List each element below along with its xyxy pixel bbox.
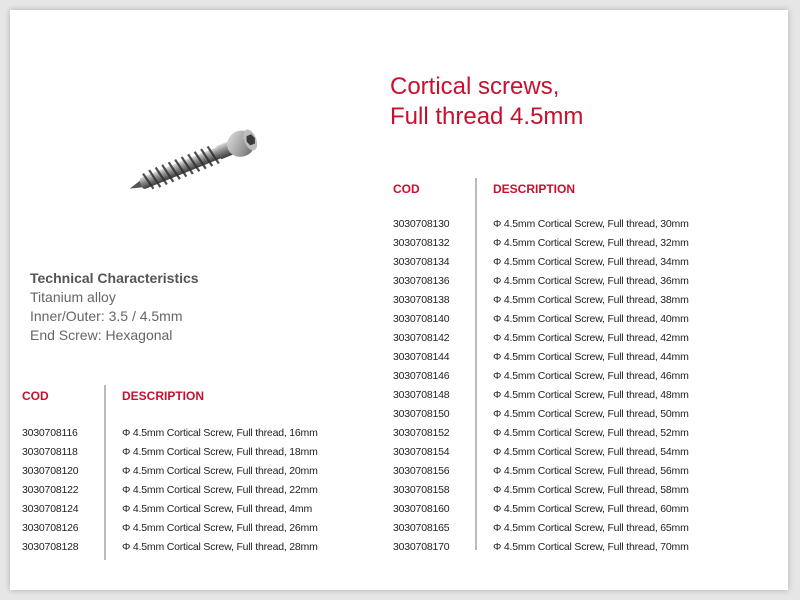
table-row bbox=[393, 424, 753, 443]
technical-heading: Technical Characteristics bbox=[30, 270, 199, 286]
table-row bbox=[393, 481, 753, 500]
table-row bbox=[393, 234, 753, 253]
product-code: 3030708130 bbox=[393, 218, 450, 230]
product-description: Φ 4.5mm Cortical Screw, Full thread, 50mm bbox=[493, 408, 689, 420]
product-description: Φ 4.5mm Cortical Screw, Full thread, 65mm bbox=[493, 522, 689, 534]
table-row bbox=[393, 386, 753, 405]
table-header bbox=[393, 178, 753, 200]
table-row bbox=[393, 253, 753, 272]
table-row bbox=[22, 424, 362, 443]
product-code: 3030708156 bbox=[393, 465, 450, 477]
product-code: 3030708170 bbox=[393, 541, 450, 553]
product-code: 3030708152 bbox=[393, 427, 450, 439]
product-description: Φ 4.5mm Cortical Screw, Full thread, 30mm bbox=[493, 218, 689, 230]
product-description: Φ 4.5mm Cortical Screw, Full thread, 26mm bbox=[122, 522, 318, 534]
product-code: 3030708136 bbox=[393, 275, 450, 287]
technical-diameter: Inner/Outer: 3.5 / 4.5mm bbox=[30, 308, 183, 324]
product-description: Φ 4.5mm Cortical Screw, Full thread, 38mm bbox=[493, 294, 689, 306]
product-code: 3030708140 bbox=[393, 313, 450, 325]
product-description: Φ 4.5mm Cortical Screw, Full thread, 28mm bbox=[122, 541, 318, 553]
table-rows bbox=[393, 215, 753, 557]
table-row bbox=[393, 329, 753, 348]
product-description: Φ 4.5mm Cortical Screw, Full thread, 32mm bbox=[493, 237, 689, 249]
page-title-line-2: Full thread 4.5mm bbox=[390, 103, 584, 130]
col-description-header: DESCRIPTION bbox=[493, 182, 576, 196]
product-description: Φ 4.5mm Cortical Screw, Full thread, 42mm bbox=[493, 332, 689, 344]
product-description: Φ 4.5mm Cortical Screw, Full thread, 20mm bbox=[122, 465, 318, 477]
product-description: Φ 4.5mm Cortical Screw, Full thread, 4mm bbox=[122, 503, 313, 515]
table-row bbox=[393, 272, 753, 291]
product-code: 3030708146 bbox=[393, 370, 450, 382]
table-row bbox=[393, 519, 753, 538]
product-description: Φ 4.5mm Cortical Screw, Full thread, 70mm bbox=[493, 541, 689, 553]
table-rows bbox=[22, 424, 362, 557]
table-row bbox=[22, 481, 362, 500]
table-row bbox=[22, 500, 362, 519]
table-row bbox=[22, 462, 362, 481]
product-description: Φ 4.5mm Cortical Screw, Full thread, 60mm bbox=[493, 503, 689, 515]
product-code: 3030708124 bbox=[22, 503, 79, 515]
table-row bbox=[393, 310, 753, 329]
product-table-right bbox=[393, 178, 753, 557]
table-row bbox=[393, 348, 753, 367]
product-description: Φ 4.5mm Cortical Screw, Full thread, 44mm bbox=[493, 351, 689, 363]
product-code: 3030708128 bbox=[22, 541, 79, 553]
product-description: Φ 4.5mm Cortical Screw, Full thread, 34mm bbox=[493, 256, 689, 268]
technical-characteristics bbox=[30, 268, 199, 345]
table-row bbox=[393, 405, 753, 424]
product-code: 3030708120 bbox=[22, 465, 79, 477]
product-description: Φ 4.5mm Cortical Screw, Full thread, 48mm bbox=[493, 389, 689, 401]
page-title bbox=[390, 72, 583, 132]
table-row bbox=[393, 462, 753, 481]
product-code: 3030708116 bbox=[22, 427, 78, 439]
table-row bbox=[22, 519, 362, 538]
table-row bbox=[393, 500, 753, 519]
table-row bbox=[393, 291, 753, 310]
product-code: 3030708144 bbox=[393, 351, 450, 363]
col-cod-header: COD bbox=[22, 389, 49, 403]
product-description: Φ 4.5mm Cortical Screw, Full thread, 18mm bbox=[122, 446, 318, 458]
product-code: 3030708122 bbox=[22, 484, 79, 496]
product-description: Φ 4.5mm Cortical Screw, Full thread, 54mm bbox=[493, 446, 689, 458]
product-code: 3030708154 bbox=[393, 446, 450, 458]
product-description: Φ 4.5mm Cortical Screw, Full thread, 22mm bbox=[122, 484, 318, 496]
table-row bbox=[393, 367, 753, 386]
product-table-left bbox=[22, 385, 362, 557]
table-row bbox=[22, 443, 362, 462]
cortical-screw-image bbox=[115, 118, 275, 203]
product-description: Φ 4.5mm Cortical Screw, Full thread, 46mm bbox=[493, 370, 689, 382]
table-row bbox=[393, 215, 753, 234]
product-code: 3030708126 bbox=[22, 522, 79, 534]
table-row bbox=[22, 538, 362, 557]
product-description: Φ 4.5mm Cortical Screw, Full thread, 40mm bbox=[493, 313, 689, 325]
page-title-line-1: Cortical screws, bbox=[390, 73, 560, 100]
product-code: 3030708158 bbox=[393, 484, 450, 496]
col-cod-header: COD bbox=[393, 182, 420, 196]
product-code: 3030708160 bbox=[393, 503, 450, 515]
product-description: Φ 4.5mm Cortical Screw, Full thread, 56mm bbox=[493, 465, 689, 477]
product-description: Φ 4.5mm Cortical Screw, Full thread, 36mm bbox=[493, 275, 689, 287]
product-code: 3030708150 bbox=[393, 408, 450, 420]
product-description: Φ 4.5mm Cortical Screw, Full thread, 58mm bbox=[493, 484, 689, 496]
table-row bbox=[393, 443, 753, 462]
table-header bbox=[22, 385, 362, 407]
product-code: 3030708134 bbox=[393, 256, 450, 268]
product-description: Φ 4.5mm Cortical Screw, Full thread, 52mm bbox=[493, 427, 689, 439]
technical-material: Titanium alloy bbox=[30, 289, 116, 305]
product-description: Φ 4.5mm Cortical Screw, Full thread, 16mm bbox=[122, 427, 318, 439]
product-code: 3030708148 bbox=[393, 389, 450, 401]
product-code: 3030708138 bbox=[393, 294, 450, 306]
product-code: 3030708142 bbox=[393, 332, 450, 344]
col-description-header: DESCRIPTION bbox=[122, 389, 205, 403]
product-code: 3030708132 bbox=[393, 237, 450, 249]
product-code: 3030708118 bbox=[22, 446, 78, 458]
table-row bbox=[393, 538, 753, 557]
technical-end-screw: End Screw: Hexagonal bbox=[30, 327, 173, 343]
product-code: 3030708165 bbox=[393, 522, 450, 534]
